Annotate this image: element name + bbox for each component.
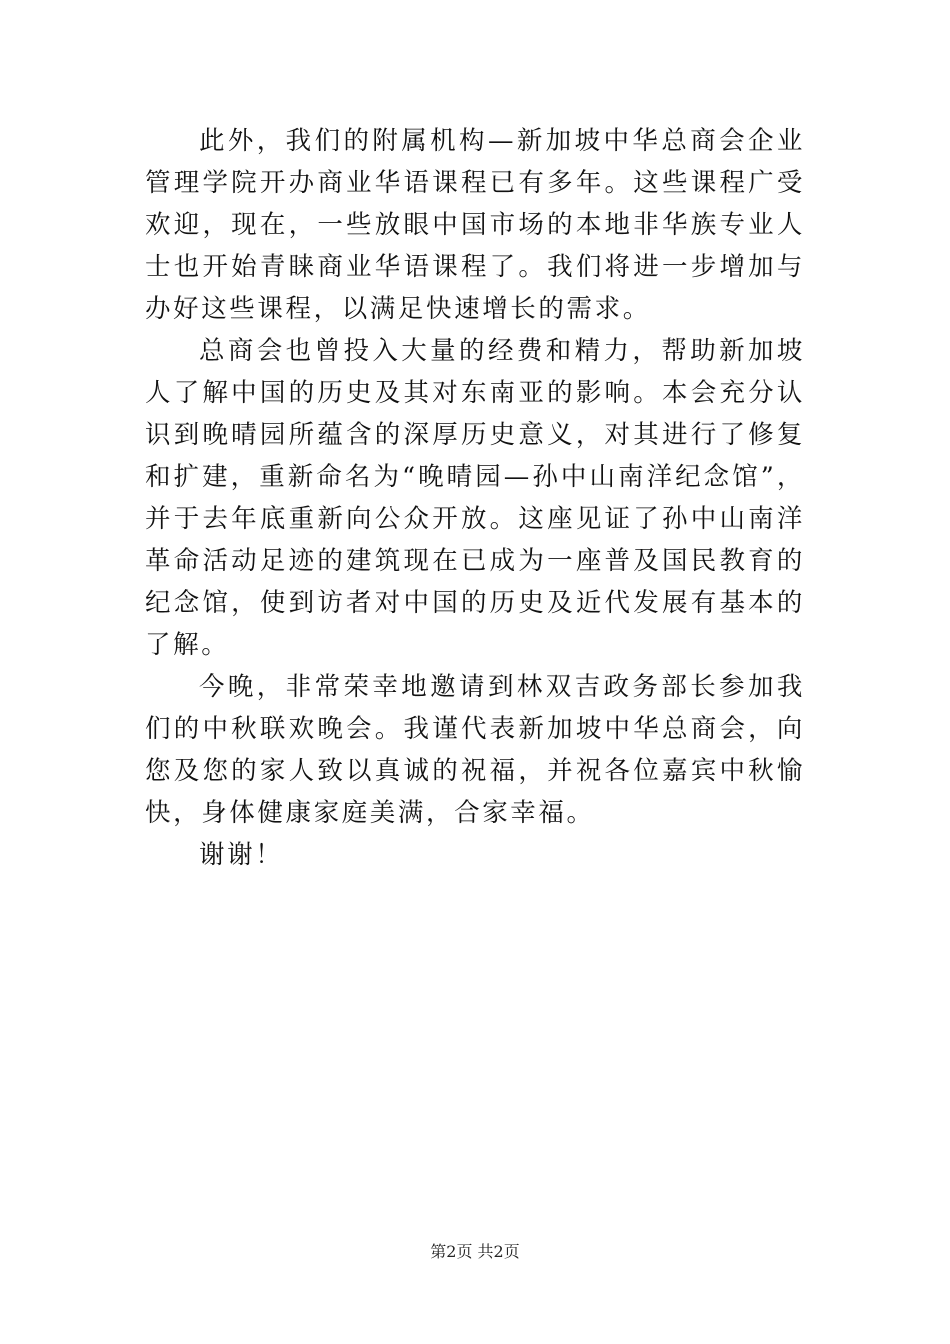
document-body — [145, 120, 805, 876]
paragraph-thanks: 谢谢！ — [199, 840, 284, 870]
paragraph-mid-autumn-greeting: 今晚，非常荣幸地邀请到林双吉政务部长参加我们的中秋联欢晚会。我谨代表新加坡中华总商会，向您及您的家人致以真诚的祝福，并祝各位嘉宾中秋愉快，身体健康家庭美满，合家幸福。 — [145, 672, 805, 828]
page-number-label: 第2页 共2页 — [430, 1242, 520, 1261]
paragraph-training-courses: 此外，我们的附属机构—新加坡中华总商会企业管理学院开办商业华语课程已有多年。这些课程广受欢迎，现在，一些放眼中国市场的本地非华族专业人士也开始青睐商业华语课程了。我们将进一步增加与办好这些课程，以满足快速增长的需求。 — [145, 126, 805, 324]
page-footer — [0, 1240, 950, 1264]
paragraph-history-memorial: 总商会也曾投入大量的经费和精力，帮助新加坡人了解中国的历史及其对东南亚的影响。本会充分认识到晚晴园所蕴含的深厚历史意义，对其进行了修复和扩建，重新命名为“晚晴园—孙中山南洋纪念馆”，并于去年底重新向公众开放。这座见证了孙中山南洋革命活动足迹的建筑现在已成为一座普及国民教育的纪念馆，使到访者对中国的历史及近代发展有基本的了解。 — [145, 336, 805, 660]
